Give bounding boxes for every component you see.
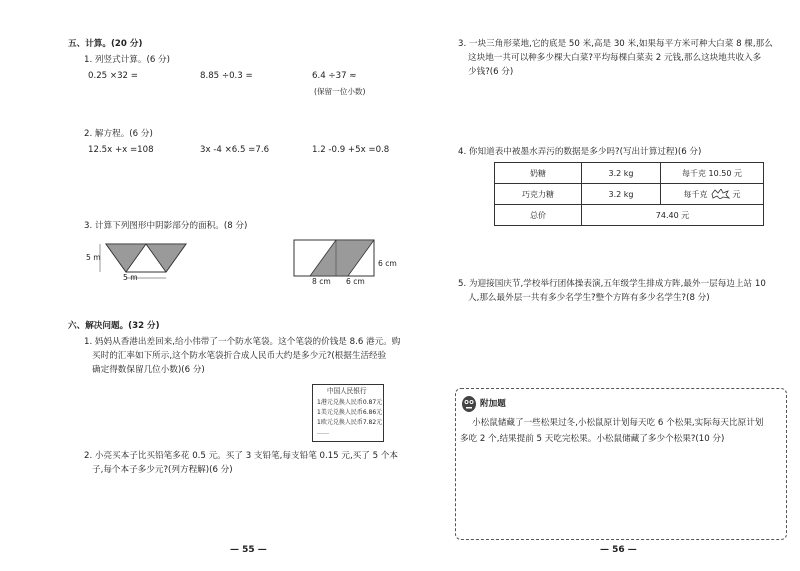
section-6-title: 六、解决问题。(32 分) [68,321,160,331]
fig2-width2-label: 6 cm [346,277,365,286]
table-cell: 3.2 kg [582,163,661,184]
board-title: 中国人民银行 [327,387,367,395]
fig2-width1-label: 8 cm [312,277,331,286]
section-5-title: 五、计算。(20 分) [68,39,143,49]
fig1-height-label: 5 m [86,253,101,262]
p3-line2: 这块地一共可以种多少棵大白菜?平均每棵白菜卖 2 元钱,那么这块地共收入多 [468,53,762,63]
q2-title: 2. 解方程。(6 分) [84,129,153,139]
p3-line1: 3. 一块三角形菜地,它的底是 50 米,高是 30 米,如果每平方米可种大白菜 8 棵,那么 [458,39,773,49]
table-row [495,205,764,226]
q1-b: 8.85 ÷0.3 = [200,71,253,81]
table-cell: 每千克 10.50 元 [661,163,764,184]
p1-line1: 1. 妈妈从香港出差回来,给小伟带了一个防水笔袋。这个笔袋的价钱是 8.6 港元。购 [84,337,401,347]
mascot-icon [460,393,478,413]
bonus-title: 附加题 [480,399,506,409]
table-cell-ink-blot [661,184,764,205]
board-ellipsis: …… [317,429,329,436]
q2-b: 3x -4 ×6.5 =7.6 [200,145,270,155]
fig1-width-label: 5 m [123,273,138,282]
table-cell: 巧克力糖 [495,184,582,205]
p5-line1: 5. 为迎接国庆节,学校举行团体操表演,五年级学生排成方阵,最外一层每边上站 10 [458,279,766,289]
q1-a: 0.25 ×32 = [88,71,138,81]
p4-title: 4. 你知道表中被墨水弄污的数据是多少吗?(写出计算过程)(6 分) [458,147,702,157]
shaded-figure-1 [86,236,196,286]
q1-c-note: (保留一位小数) [314,87,366,96]
bonus-box [455,388,787,540]
bonus-line1: 小松鼠储藏了一些松果过冬,小松鼠原计划每天吃 6 个松果,实际每天比原计划 [472,418,764,428]
exchange-rate-board [312,384,384,442]
ink-blot-icon [710,189,730,199]
board-rate-usd: 1美元兑换人民币6.86元 [317,409,383,416]
q3-title: 3. 计算下列图形中阴影部分的面积。(8 分) [84,221,248,231]
p2-line1: 2. 小亮买本子比买铅笔多花 0.5 元。买了 3 支铅笔,每支铅笔 0.15 元,买了 5 个本 [84,451,399,461]
p5-line2: 人,那么最外层一共有多少名学生?整个方阵有多少名学生?(8 分) [468,293,710,303]
p1-line3: 确定得数保留几位小数)(6 分) [92,365,205,375]
q1-title: 1. 列竖式计算。(6 分) [84,55,170,65]
fig2-height-label: 6 cm [378,259,397,268]
p3-line3: 少钱?(6 分) [468,67,514,77]
page-number-right: — 56 — [600,545,637,555]
ink-prefix: 每千克 [683,189,710,199]
page-number-left: — 55 — [230,545,267,555]
table-cell: 总价 [495,205,582,226]
price-table [494,162,764,226]
table-cell: 3.2 kg [582,184,661,205]
board-rate-eur: 1欧元兑换人民币7.82元 [317,419,383,426]
table-cell: 74.40 元 [582,205,764,226]
board-rate-hkd: 1港元兑换人民币0.87元 [317,399,383,406]
p2-line2: 子,每个本子多少元?(列方程解)(6 分) [92,465,233,475]
q2-a: 12.5x +x =108 [88,145,154,155]
p1-line2: 买时的汇率如下所示,这个防水笔袋折合成人民币大约是多少元?(根据生活经验 [92,351,387,361]
table-cell: 奶糖 [495,163,582,184]
q2-c: 1.2 -0.9 +5x =0.8 [312,145,390,155]
bonus-line2: 多吃 2 个,结果提前 5 天吃完松果。小松鼠储藏了多少个松果?(10 分) [460,434,725,444]
ink-suffix: 元 [730,189,741,199]
q1-c: 6.4 ÷37 ≈ [312,71,357,81]
table-row [495,184,764,205]
table-row [495,163,764,184]
